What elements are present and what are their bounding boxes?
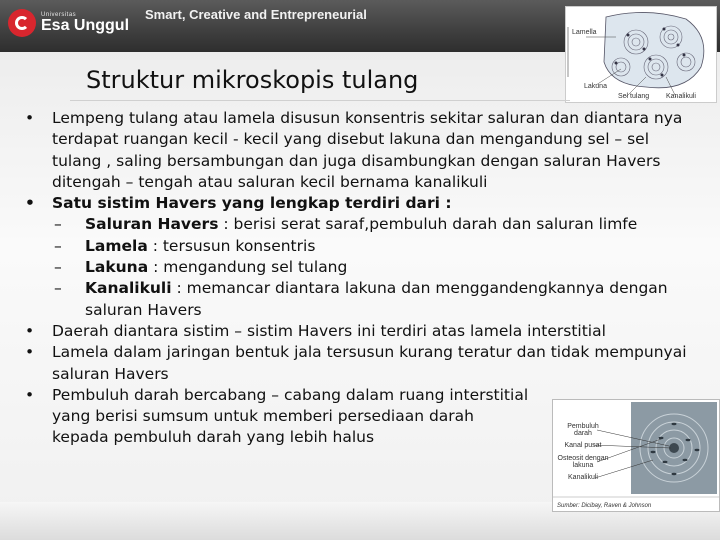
bullet-item: • Pembuluh darah bercabang – cabang dalam ruang interstitial (22, 385, 692, 406)
logo-name: Esa Unggul (41, 17, 130, 34)
slide-content (22, 108, 692, 449)
bullet-item: • Daerah diantara sistim – sistim Havers ini terdiri atas lamela interstitial (22, 321, 692, 342)
bullet-item: • Lamela dalam jaringan bentuk jala tersusun kurang teratur dan tidak mempunyai saluran Havers (22, 342, 692, 385)
title-divider (70, 100, 570, 101)
university-logo (8, 6, 129, 40)
fig-label-kanalikuli: Kanalikuli (568, 474, 598, 481)
sub-item-text: : berisi serat saraf,pembuluh darah dan saluran limfe (218, 215, 638, 234)
figure-source-caption: Sumber: Dicibay, Raven & Johnson (557, 503, 652, 509)
osteon-figure (552, 399, 720, 512)
sub-item-term: Lakuna (85, 258, 149, 277)
bullet-continuation: kepada pembuluh darah yang lebih halus (52, 428, 375, 447)
slide-title: Struktur mikroskopis tulang (86, 66, 419, 94)
fig-label-pembuluh-darah: Pembuluh darah (567, 423, 599, 437)
sub-item: – Kanalikuli : memancar diantara lakuna dan menggandengkannya dengan saluran Havers (54, 279, 668, 319)
sub-item-text: : tersusun konsentris (147, 236, 316, 255)
logo-subtext: Universitas (41, 12, 77, 18)
fig-label-kanal-pusat: Kanal pusat (564, 442, 602, 449)
fig-top-label-sel-tulang: Sel tulang (618, 93, 650, 100)
sub-item-term: Saluran Havers (85, 215, 219, 234)
bullet-item: • Satu sistim Havers yang lengkap terdiri dari : (22, 193, 692, 214)
sub-item: – Saluran Havers : berisi serat saraf,pembuluh darah dan saluran limfe (54, 215, 638, 234)
fig-label-osteosit: Osteosit dengan lakuna (557, 455, 609, 469)
sub-item-text: : mengandung sel tulang (148, 258, 348, 277)
bullet-item: • Lempeng tulang atau lamela disusun konsentris sekitar saluran dan diantara nya terdapat ruangan kecil - kecil yang disebut lakuna dan mengandung sel – sel tulang , saling bersambungan dan juga disambungkan dengan saluran Havers ditengah – tengah atau saluran kecil bernama kanalikuli (22, 108, 692, 193)
tagline: Smart, Creative and Entrepreneurial (145, 7, 367, 22)
sub-item-term: Lamela (85, 236, 148, 255)
fig-top-label-lamella: Lamella (572, 29, 597, 36)
logo-mark-icon (8, 9, 36, 37)
bone-section-figure (565, 6, 717, 103)
sub-item: – Lamela : tersusun konsentris (54, 236, 316, 255)
sub-item: – Lakuna : mengandung sel tulang (54, 258, 348, 277)
sub-item-text: : memancar diantara lakuna dan menggandengkannya dengan saluran Havers (85, 279, 668, 319)
bullet-continuation: yang berisi sumsum untuk memberi persediaan darah (52, 407, 474, 426)
fig-top-label-lakuna: Lakuna (584, 83, 607, 90)
sub-item-term: Kanalikuli (85, 279, 172, 298)
fig-top-label-kanalikuli: Kanalikuli (666, 93, 696, 100)
